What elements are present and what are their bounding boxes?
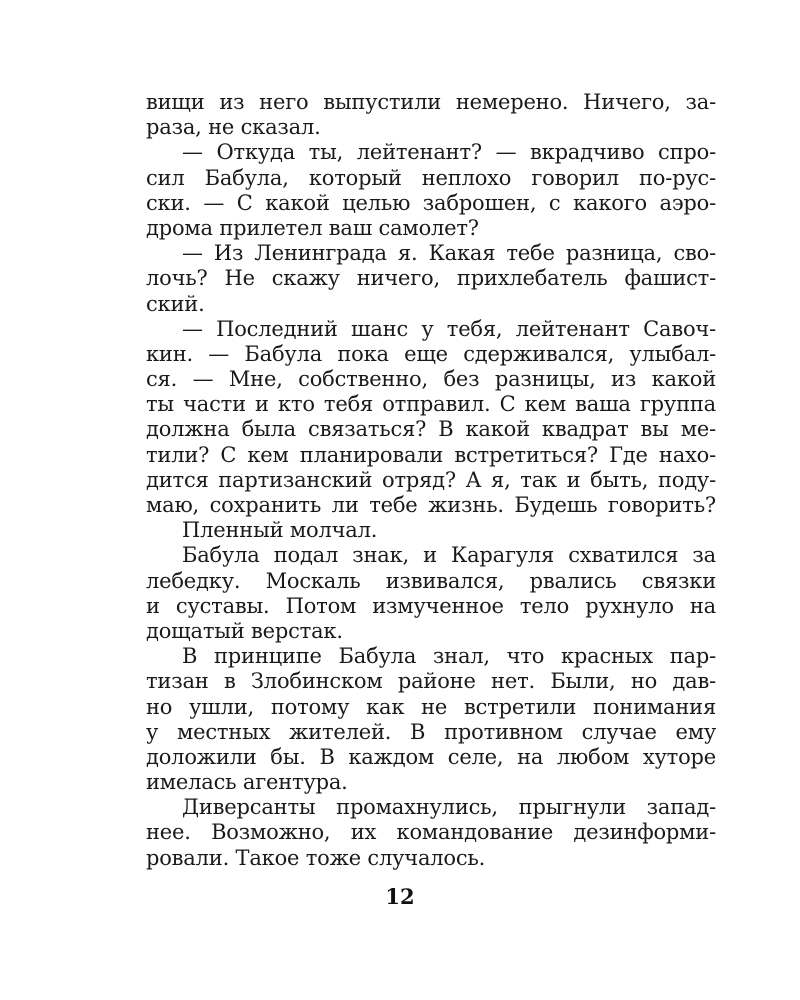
text-line: кин. — Бабула пока еще сдерживался, улыбал-: [146, 341, 716, 366]
text-line: дрома прилетел ваш самолет?: [146, 215, 479, 240]
text-line: тизан в Злобинском районе нет. Были, но дав-: [146, 669, 716, 694]
text-line: В принципе Бабула знал, что красных пар-: [182, 644, 716, 669]
text-line: имелась агентура.: [146, 770, 348, 795]
text-line: нее. Возможно, их командование дезинформи-: [146, 820, 716, 845]
text-line: маю, сохранить ли тебе жизнь. Будешь говорить?: [146, 493, 716, 517]
text-line: лебедку. Москаль извивался, рвались связки: [146, 568, 716, 593]
text-line: ся. — Мне, собственно, без разницы, из какой: [146, 367, 716, 392]
body-text: [146, 90, 716, 871]
text-line: Бабула подал знак, и Карагуля схватился за: [182, 543, 716, 568]
text-line: вищи из него выпустили немерено. Ничего, за-: [146, 90, 716, 114]
text-line: дится партизанский отряд? А я, так и быть, поду-: [146, 467, 716, 492]
text-line: тили? С кем планировали встретиться? Где нахо-: [146, 442, 716, 467]
text-line: доложили бы. В каждом селе, на любом хуторе: [146, 744, 716, 769]
text-line: Пленный молчал.: [182, 518, 378, 543]
text-line: лочь? Не скажу ничего, прихлебатель фашист-: [146, 266, 716, 291]
text-line: и суставы. Потом измученное тело рухнуло на: [146, 593, 716, 618]
text-line: — Из Ленинграда я. Какая тебе разница, сво-: [182, 241, 716, 266]
text-line: Диверсанты промахнулись, прыгнули запад-: [182, 795, 716, 820]
text-line: — Последний шанс у тебя, лейтенант Савоч-: [182, 316, 716, 341]
text-line: ты части и кто тебя отправил. С кем ваша группа: [146, 392, 716, 417]
text-line: ски. — С какой целью заброшен, с какого аэро-: [146, 190, 716, 215]
text-line: ровали. Такое тоже случалось.: [146, 845, 486, 870]
text-line: сил Бабула, который неплохо говорил по-рус-: [146, 165, 716, 190]
text-line: дощатый верстак.: [146, 618, 343, 643]
text-line: должна была связаться? В какой квадрат вы ме-: [146, 417, 716, 442]
text-line: но ушли, потому как не встретили понимания: [146, 694, 716, 719]
text-line: у местных жителей. В противном случае ему: [146, 719, 716, 744]
page-number: 12: [385, 884, 415, 909]
text-line: — Откуда ты, лейтенант? — вкрадчиво спро-: [182, 140, 716, 165]
text-line: ский.: [146, 291, 205, 316]
text-line: раза, не сказал.: [146, 115, 321, 140]
